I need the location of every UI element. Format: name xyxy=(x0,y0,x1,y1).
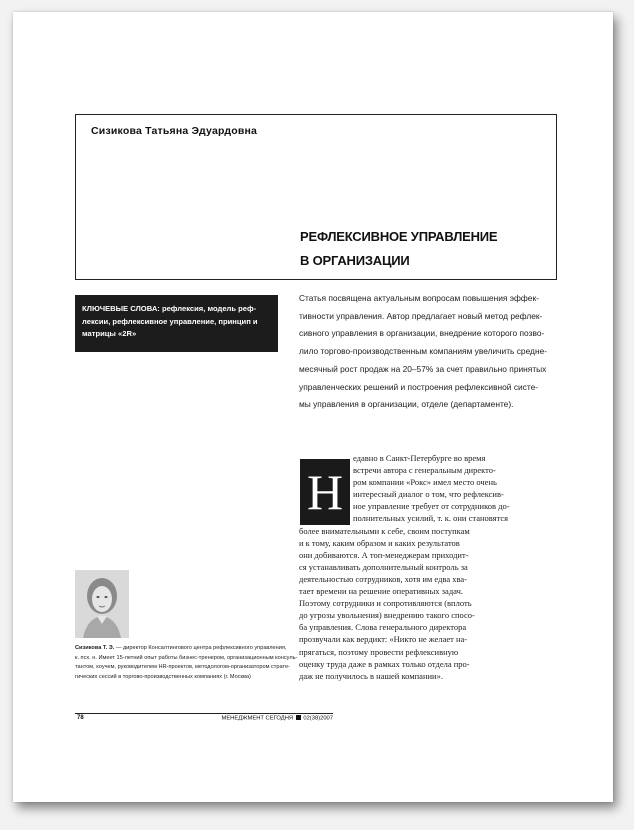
bio-text: — директор Консалтингового центра рефлексивного управления, xyxy=(114,645,287,651)
journal-footer xyxy=(195,715,333,722)
body-line: ное управление требует от сотрудников до- xyxy=(353,501,510,512)
article-title xyxy=(300,225,540,273)
body-line: интересный диалог о том, что рефлексив- xyxy=(353,489,504,500)
footer-rule xyxy=(75,713,333,714)
keywords-line: лексии, рефлексивное управление, принцип и xyxy=(82,316,258,326)
body-line: Поэтому сотрудники и сопротивляются (вплоть xyxy=(299,598,472,609)
body-line: ба управления. Слова генерального директора xyxy=(299,622,467,633)
body-line: прягаться, поэтому провести рефлексивную xyxy=(299,646,459,657)
body-line: тает времени на решение оперативных задач. xyxy=(299,586,463,597)
body-line: деятельностью сотрудников, хотя им едва хва- xyxy=(299,573,467,584)
author-bio xyxy=(75,644,335,683)
journal-issue: 02(38)2007 xyxy=(303,715,333,722)
body-line: до угрозы увольнения) внедрению такого спосо- xyxy=(299,610,475,621)
body-line: едавно в Санкт-Петербурге во время xyxy=(353,453,486,463)
keywords-box xyxy=(75,295,278,352)
body-line: даж не получилось в нашей компании». xyxy=(299,670,443,681)
author-photo xyxy=(75,570,129,638)
abstract-line: лило торгово-производственным компаниям увеличить средне- xyxy=(299,346,548,357)
square-icon xyxy=(296,715,301,720)
journal-name: МЕНЕДЖМЕНТ СЕГОДНЯ xyxy=(221,715,294,722)
abstract-line: сивного управления в организации, внедрение которого позво- xyxy=(299,328,545,339)
author-name: Сизикова Татьяна Эдуардовна xyxy=(91,125,258,137)
body-line: они добиваются. А топ-менеджерам приходит- xyxy=(299,549,469,560)
drop-cap: Н xyxy=(300,459,350,525)
abstract-line: месячный рост продаж на 20–57% за счет правильно принятых xyxy=(299,363,547,374)
body-line: встречи автора с генеральным директо- xyxy=(353,465,496,476)
bio-line xyxy=(75,644,335,654)
body-line: оценку труда даже в рамках только отдела про- xyxy=(299,658,470,669)
body-line: ром компании «Рокс» имел место очень xyxy=(353,477,497,488)
abstract-line: Статья посвящена актуальным вопросам повышения эффек- xyxy=(299,293,539,303)
body-line: полнительных усилий, т. к. они становятся xyxy=(353,513,509,524)
bio-line: гических сессий в торгово-производственных компаниях (г. Москва) xyxy=(75,674,251,681)
title-line-2: В ОРГАНИЗАЦИИ xyxy=(300,253,410,268)
title-line-1: РЕФЛЕКСИВНОЕ УПРАВЛЕНИЕ xyxy=(300,229,498,244)
bio-line: тантом, коучем, руководителем HR-проектов, методологом-организатором страте- xyxy=(75,664,290,671)
abstract-line: мы управления в организации, отделе (департаменте). xyxy=(299,399,514,410)
body-line: более внимательными к себе, своим поступкам xyxy=(299,525,470,536)
abstract-line: управленческих решений и построения рефлексивной систе- xyxy=(299,381,539,392)
magazine-page xyxy=(13,12,613,802)
body-line: прозвучали как вердикт: «Никто не желает на- xyxy=(299,634,468,645)
abstract xyxy=(299,290,559,414)
body-line: и к тому, каким образом и каких результатов xyxy=(299,537,460,548)
keywords-line: матрицы «2R» xyxy=(82,329,137,338)
page-number: 78 xyxy=(77,715,84,721)
abstract-line: тивности управления. Автор предлагает новый метод рефлек- xyxy=(299,310,543,321)
body-line: ся устанавливать дополнительный контроль за xyxy=(299,561,468,572)
bio-line: к. псх. н. Имеет 15-летний опыт работы бизнес-тренером, организационным консуль- xyxy=(75,654,298,661)
article-body xyxy=(299,452,559,682)
keywords-line: КЛЮЧЕВЫЕ СЛОВА: рефлексия, модель реф- xyxy=(82,304,257,313)
bio-name: Сизикова Т. Э. xyxy=(75,645,115,651)
article-header xyxy=(75,114,557,280)
